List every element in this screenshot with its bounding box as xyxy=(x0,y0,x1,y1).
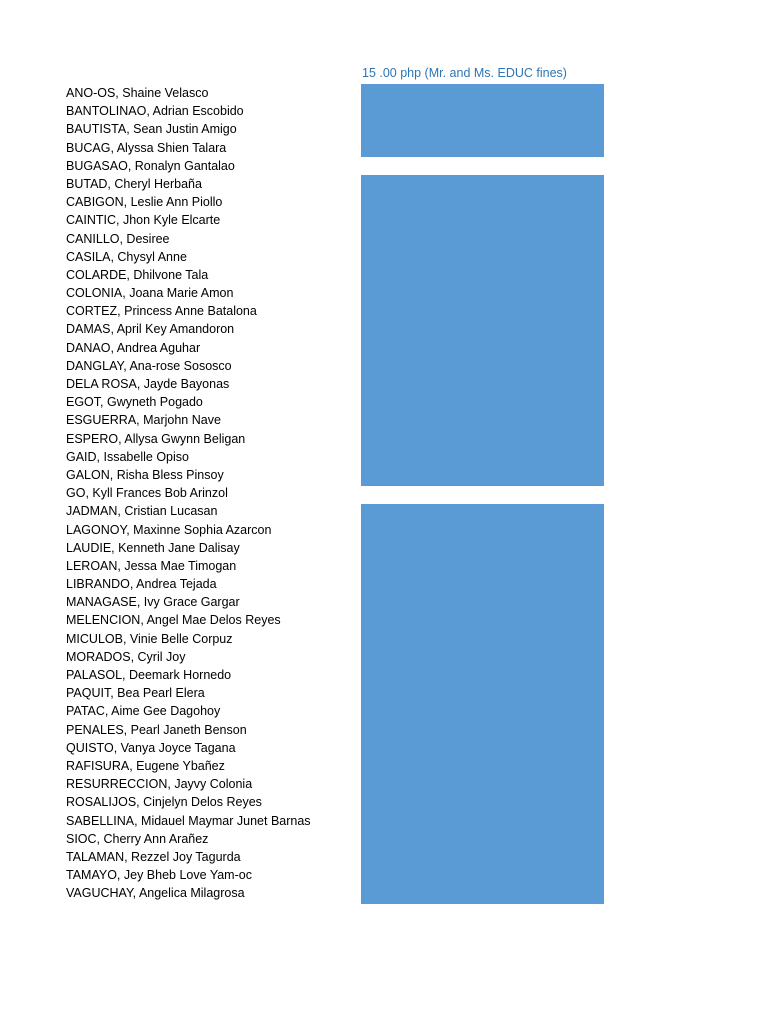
student-name-list xyxy=(66,84,311,902)
student-name-row: CABIGON, Leslie Ann Piollo xyxy=(66,195,223,210)
student-name-row: QUISTO, Vanya Joyce Tagana xyxy=(66,740,236,755)
student-name-row: DAMAS, April Key Amandoron xyxy=(66,322,235,337)
student-name-row: PATAC, Aime Gee Dagohoy xyxy=(66,704,221,719)
student-name-row: MANAGASE, Ivy Grace Gargar xyxy=(66,595,240,610)
student-name-row: DANGLAY, Ana-rose Sososco xyxy=(66,358,232,373)
student-name-row: COLONIA, Joana Marie Amon xyxy=(66,286,234,301)
student-name-row: RAFISURA, Eugene Ybañez xyxy=(66,758,225,773)
student-name-row: LIBRANDO, Andrea Tejada xyxy=(66,577,217,592)
student-name-row: VAGUCHAY, Angelica Milagrosa xyxy=(66,886,245,901)
fines-highlight-block xyxy=(361,504,604,904)
student-name-row: MELENCION, Angel Mae Delos Reyes xyxy=(66,613,281,628)
student-name-row: BANTOLINAO, Adrian Escobido xyxy=(66,104,244,119)
student-name-row: RESURRECCION, Jayvy Colonia xyxy=(66,777,253,792)
student-name-row: SIOC, Cherry Ann Arañez xyxy=(66,831,209,846)
student-name-row: TALAMAN, Rezzel Joy Tagurda xyxy=(66,849,241,864)
student-name-row: ROSALIJOS, Cinjelyn Delos Reyes xyxy=(66,795,262,810)
student-name-row: ESGUERRA, Marjohn Nave xyxy=(66,413,221,428)
student-name-row: EGOT, Gwyneth Pogado xyxy=(66,395,203,410)
student-name-row: GO, Kyll Frances Bob Arinzol xyxy=(66,486,228,501)
student-name-row: CAINTIC, Jhon Kyle Elcarte xyxy=(66,213,221,228)
student-name-row: BAUTISTA, Sean Justin Amigo xyxy=(66,122,237,137)
student-name-row: TAMAYO, Jey Bheb Love Yam-oc xyxy=(66,868,252,883)
fines-highlight-block xyxy=(361,175,604,486)
fines-highlight-block xyxy=(361,84,604,157)
student-name-row: PALASOL, Deemark Hornedo xyxy=(66,668,232,682)
student-name-row: MORADOS, Cyril Joy xyxy=(66,649,186,664)
student-name-row: PENALES, Pearl Janeth Benson xyxy=(66,722,247,737)
student-name-row: CASILA, Chysyl Anne xyxy=(66,249,187,264)
student-name-row: LEROAN, Jessa Mae Timogan xyxy=(66,558,237,573)
student-name-row: GALON, Risha Bless Pinsoy xyxy=(66,467,224,482)
student-name-row: DELA ROSA, Jayde Bayonas xyxy=(66,377,230,391)
student-name-row: DANAO, Andrea Aguhar xyxy=(66,340,201,355)
student-name-row: BUTAD, Cheryl Herbaña xyxy=(66,176,202,191)
fines-column-header: 15 .00 php (Mr. and Ms. EDUC fines) xyxy=(362,66,567,80)
student-name-row: CORTEZ, Princess Anne Batalona xyxy=(66,304,257,319)
student-name-row: BUGASAO, Ronalyn Gantalao xyxy=(66,158,235,173)
student-name-row: LAGONOY, Maxinne Sophia Azarcon xyxy=(66,522,272,537)
student-name-row: PAQUIT, Bea Pearl Elera xyxy=(66,686,205,701)
student-name-row: CANILLO, Desiree xyxy=(66,231,170,246)
student-name-row: LAUDIE, Kenneth Jane Dalisay xyxy=(66,540,240,555)
student-name-row: GAID, Issabelle Opiso xyxy=(66,449,189,464)
student-name-row: SABELLINA, Midauel Maymar Junet Barnas xyxy=(66,813,311,828)
student-name-row: ESPERO, Allysa Gwynn Beligan xyxy=(66,431,246,446)
student-name-row: MICULOB, Vinie Belle Corpuz xyxy=(66,631,233,646)
student-name-row: ANO-OS, Shaine Velasco xyxy=(66,86,209,100)
student-name-row: BUCAG, Alyssa Shien Talara xyxy=(66,140,227,155)
student-name-row: COLARDE, Dhilvone Tala xyxy=(66,267,209,282)
student-name-row: JADMAN, Cristian Lucasan xyxy=(66,504,218,519)
